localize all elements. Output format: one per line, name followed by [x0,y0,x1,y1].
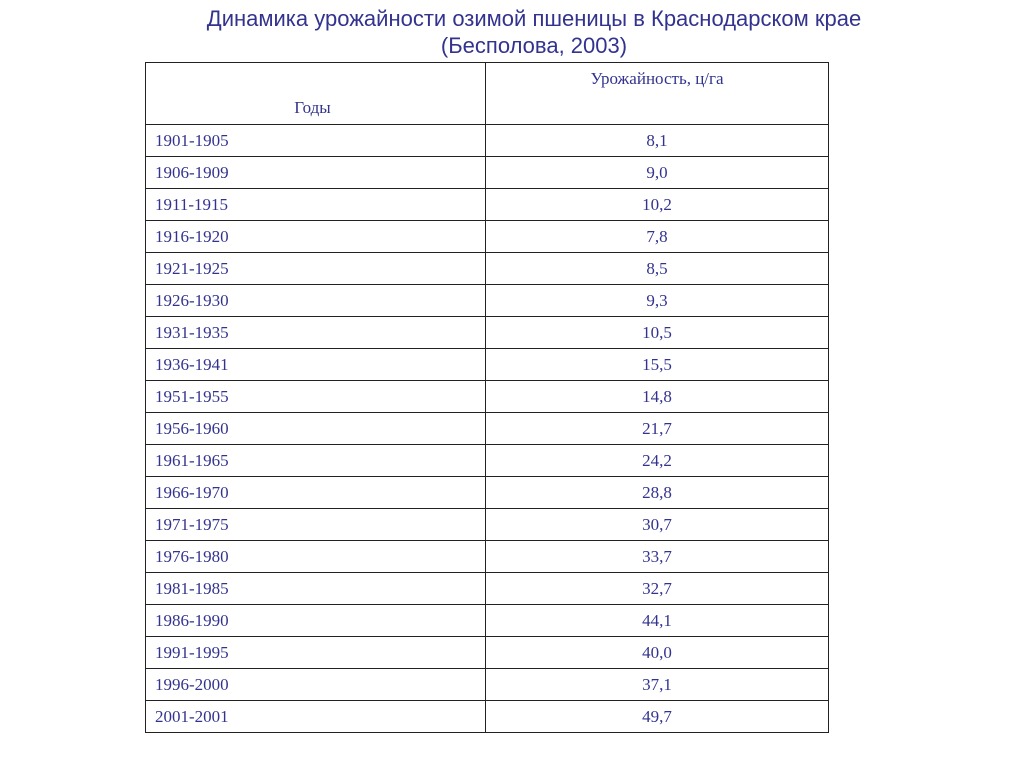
cell-years: 1921-1925 [146,253,486,285]
table-row [146,573,829,605]
cell-yield: 15,5 [486,349,829,381]
cell-years: 1981-1985 [146,573,486,605]
cell-yield: 44,1 [486,605,829,637]
cell-yield: 30,7 [486,509,829,541]
table-row [146,381,829,413]
cell-years: 1936-1941 [146,349,486,381]
cell-yield: 8,1 [486,125,829,157]
table-row [146,157,829,189]
table-row [146,349,829,381]
table-row [146,509,829,541]
cell-yield: 37,1 [486,669,829,701]
table-row [146,637,829,669]
cell-yield: 40,0 [486,637,829,669]
cell-years: 2001-2001 [146,701,486,733]
cell-years: 1991-1995 [146,637,486,669]
cell-yield: 10,2 [486,189,829,221]
table-row [146,125,829,157]
table-row [146,253,829,285]
cell-years: 1986-1990 [146,605,486,637]
cell-years: 1916-1920 [146,221,486,253]
table-row [146,221,829,253]
yield-table [145,62,829,733]
cell-years: 1951-1955 [146,381,486,413]
cell-yield: 7,8 [486,221,829,253]
cell-yield: 32,7 [486,573,829,605]
slide-title [0,5,1024,59]
table-row [146,285,829,317]
table-row [146,189,829,221]
cell-yield: 9,0 [486,157,829,189]
table-row [146,413,829,445]
table-row [146,477,829,509]
cell-yield: 8,5 [486,253,829,285]
cell-years: 1971-1975 [146,509,486,541]
header-years-label: Годы [294,98,331,117]
header-years [146,63,486,125]
cell-years: 1911-1915 [146,189,486,221]
table-row [146,541,829,573]
cell-yield: 9,3 [486,285,829,317]
cell-yield: 49,7 [486,701,829,733]
table-row [146,605,829,637]
cell-years: 1901-1905 [146,125,486,157]
title-line-1: Динамика урожайности озимой пшеницы в Краснодарском крае [206,6,862,31]
cell-yield: 21,7 [486,413,829,445]
cell-years: 1956-1960 [146,413,486,445]
cell-yield: 33,7 [486,541,829,573]
cell-yield: 24,2 [486,445,829,477]
cell-years: 1926-1930 [146,285,486,317]
table-row [146,445,829,477]
cell-years: 1931-1935 [146,317,486,349]
cell-years: 1976-1980 [146,541,486,573]
header-yield: Урожайность, ц/га [486,63,829,125]
cell-yield: 14,8 [486,381,829,413]
cell-years: 1906-1909 [146,157,486,189]
cell-yield: 10,5 [486,317,829,349]
cell-years: 1996-2000 [146,669,486,701]
title-line-2: (Бесполова, 2003) [440,33,628,58]
table-row [146,317,829,349]
table-row [146,701,829,733]
cell-years: 1966-1970 [146,477,486,509]
table-row [146,669,829,701]
cell-years: 1961-1965 [146,445,486,477]
cell-yield: 28,8 [486,477,829,509]
table-header-row [146,63,829,125]
